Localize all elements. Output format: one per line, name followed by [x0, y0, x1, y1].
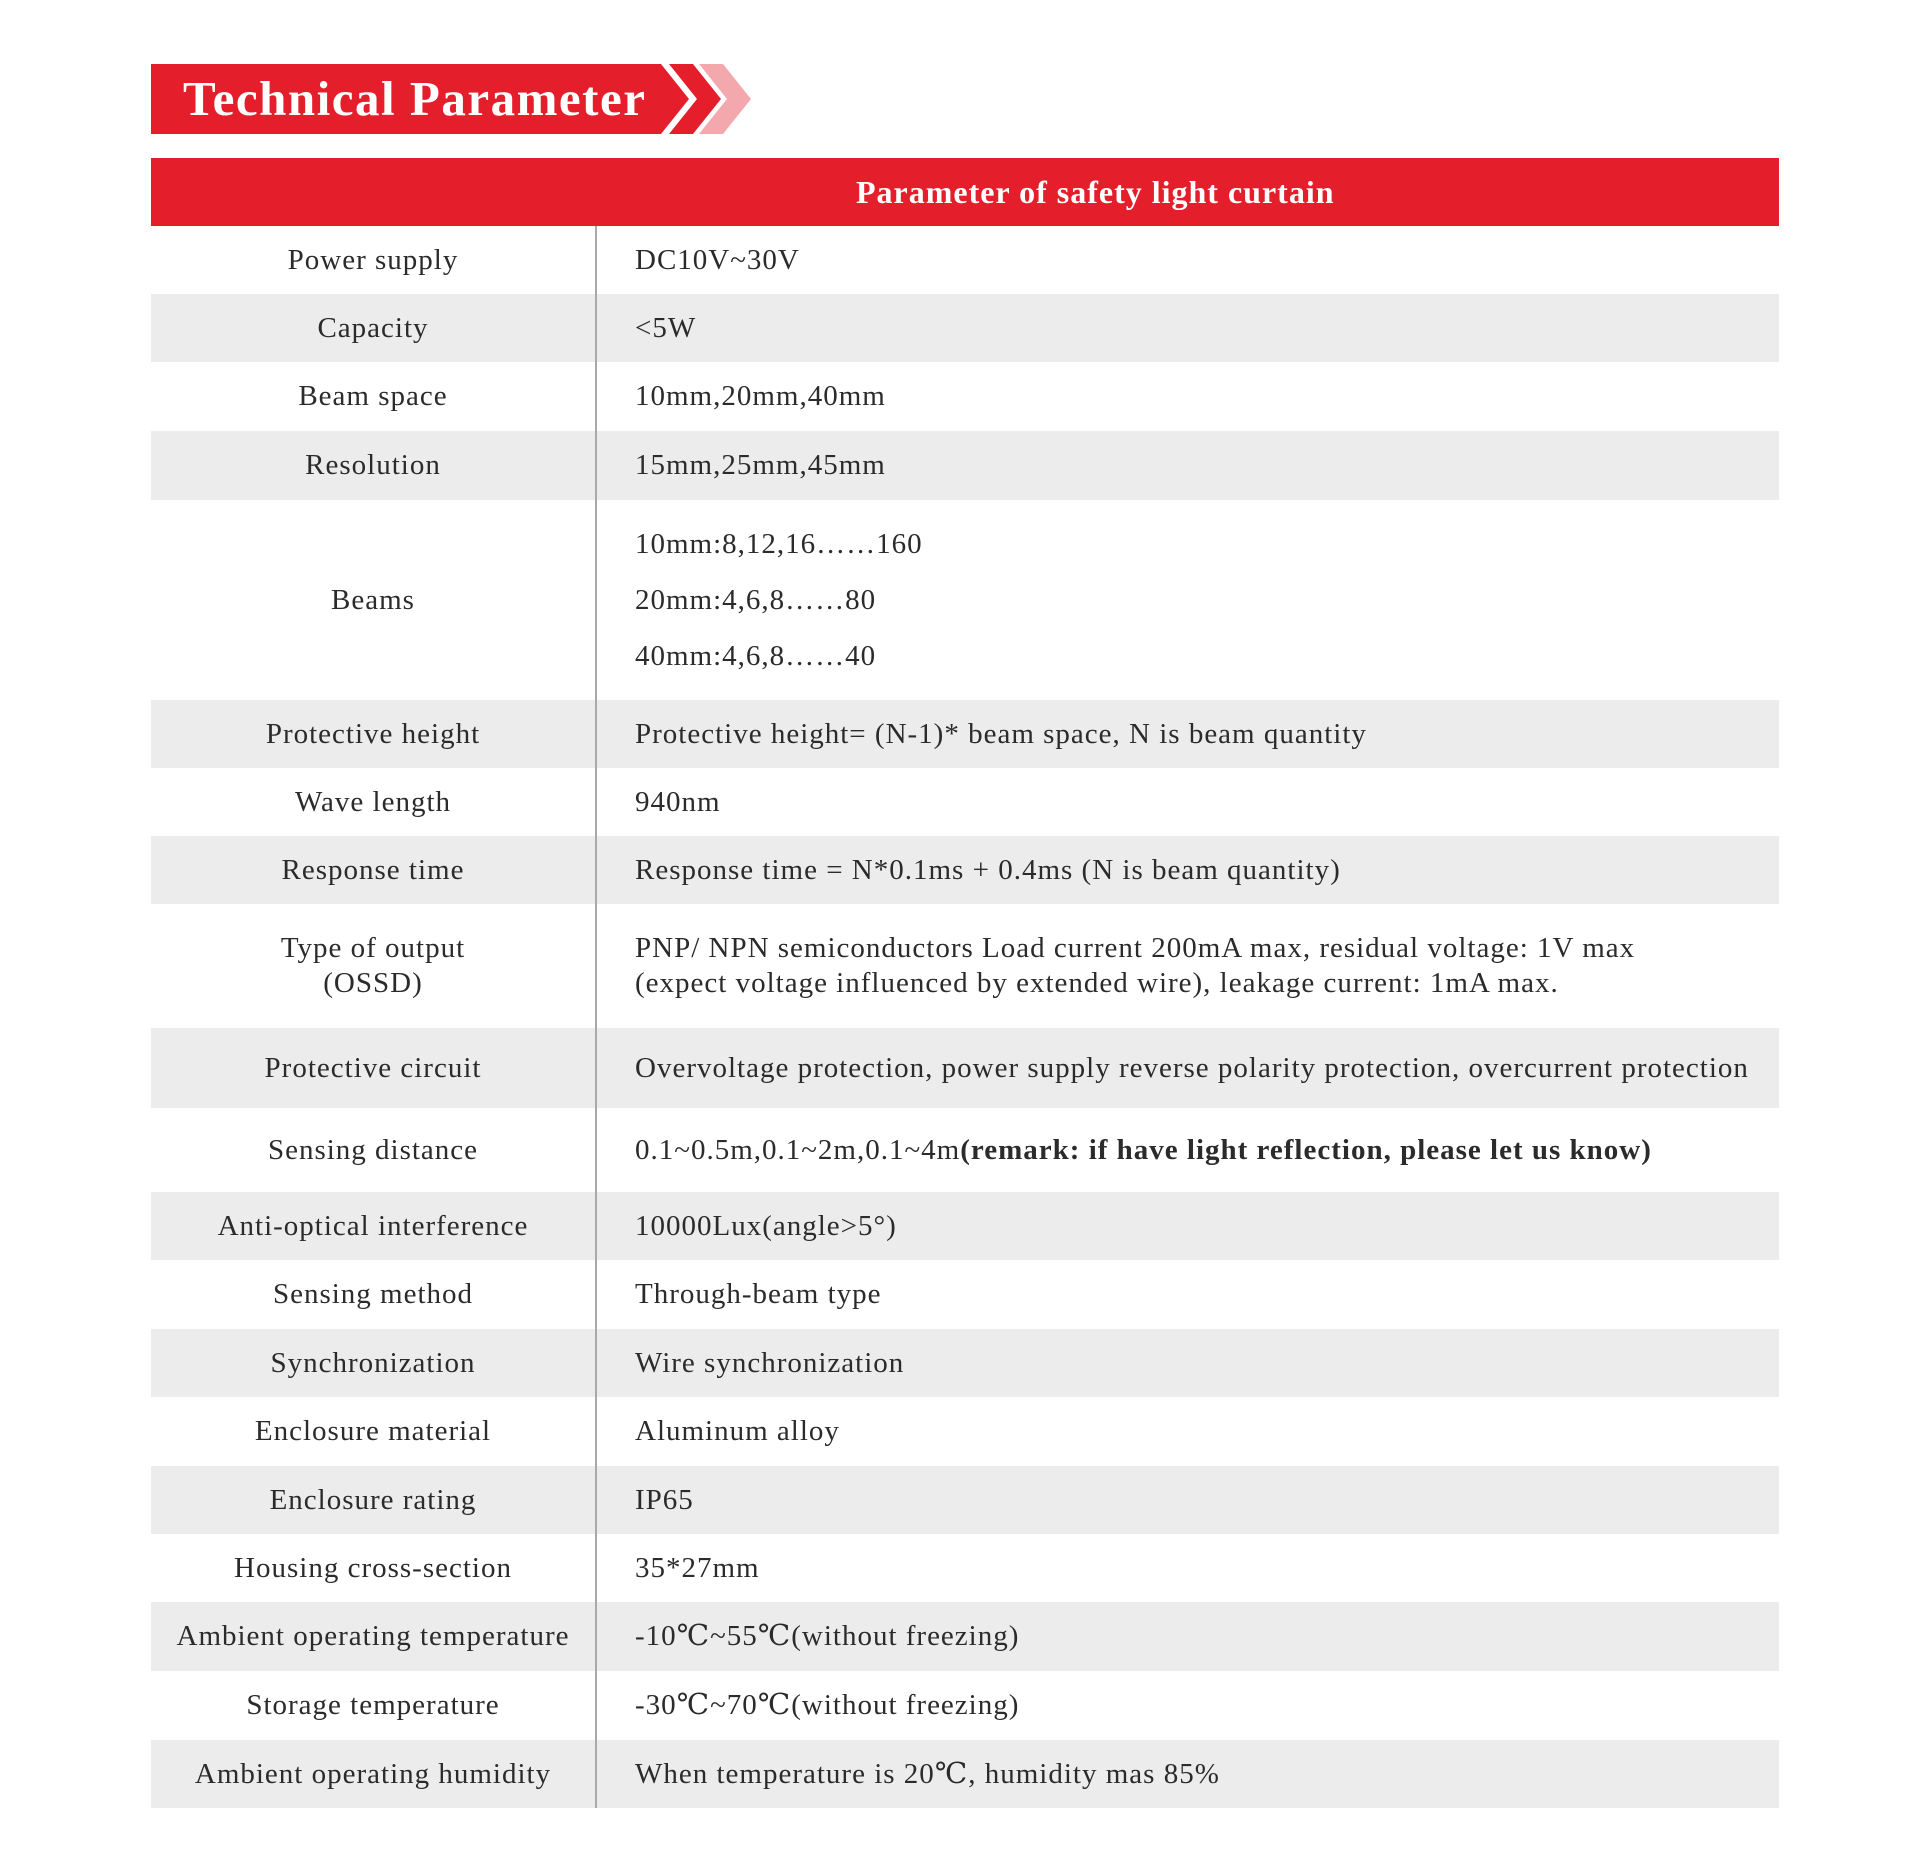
row-label: Protective height	[151, 700, 597, 768]
row-value	[597, 1397, 1779, 1466]
row-value	[597, 1602, 1779, 1671]
row-label: Housing cross-section	[151, 1534, 597, 1602]
row-value	[597, 1028, 1779, 1108]
row-value-text: 40mm:4,6,8……40	[635, 640, 877, 672]
table-row	[151, 700, 1779, 768]
table-row	[151, 1260, 1779, 1329]
row-label: Protective circuit	[151, 1028, 597, 1108]
row-value	[597, 836, 1779, 904]
row-value-text: Wire synchronization	[635, 1346, 905, 1379]
row-label: Sensing method	[151, 1260, 597, 1329]
row-value	[597, 1740, 1779, 1808]
row-value	[597, 1108, 1779, 1192]
row-label: Type of output (OSSD)	[151, 904, 597, 1028]
row-value	[597, 294, 1779, 362]
table-row	[151, 1192, 1779, 1260]
row-value-text: Protective height= (N-1)* beam space, N is beam quantity	[635, 717, 1367, 750]
table-row	[151, 1028, 1779, 1108]
table-row	[151, 836, 1779, 904]
row-value	[597, 700, 1779, 768]
row-label: Sensing distance	[151, 1108, 597, 1192]
row-value-text: 940nm	[635, 785, 721, 818]
parameter-table	[151, 158, 1779, 1808]
row-value	[597, 1260, 1779, 1329]
table-row	[151, 500, 1779, 700]
row-value-text: 20mm:4,6,8……80	[635, 584, 877, 616]
table-row	[151, 1602, 1779, 1671]
row-value	[597, 1466, 1779, 1534]
row-value-text: PNP/ NPN semiconductors Load current 200mA max, residual voltage: 1V max	[635, 932, 1636, 964]
table-row	[151, 294, 1779, 362]
row-value-text: 10mm,20mm,40mm	[635, 380, 886, 412]
row-label: Ambient operating temperature	[151, 1602, 597, 1671]
row-label: Power supply	[151, 226, 597, 294]
sensing-distance-remark: (remark: if have light reflection, please let us know)	[960, 1133, 1652, 1166]
row-value-text: Overvoltage protection, power supply reverse polarity protection, overcurrent protection	[635, 1051, 1749, 1084]
table-row	[151, 1329, 1779, 1397]
row-label: Beam space	[151, 362, 597, 431]
row-value	[597, 1671, 1779, 1740]
table-row	[151, 904, 1779, 1028]
row-value-text: Through-beam type	[635, 1278, 882, 1310]
table-row	[151, 768, 1779, 836]
row-label: Wave length	[151, 768, 597, 836]
row-value	[597, 362, 1779, 431]
row-value-text: Response time = N*0.1ms + 0.4ms (N is beam quantity)	[635, 853, 1341, 886]
page-title: Technical Parameter	[183, 71, 647, 126]
row-value-text: 10000Lux(angle>5°)	[635, 1209, 897, 1242]
row-value	[597, 431, 1779, 500]
table-row	[151, 431, 1779, 500]
row-label: Response time	[151, 836, 597, 904]
row-value-text: Aluminum alloy	[635, 1415, 840, 1447]
row-value	[597, 768, 1779, 836]
row-value-text: 35*27mm	[635, 1551, 760, 1584]
row-value	[597, 226, 1779, 294]
row-label: Anti-optical interference	[151, 1192, 597, 1260]
row-value-text: (expect voltage influenced by extended wire), leakage current: 1mA max.	[635, 967, 1559, 999]
row-label: Resolution	[151, 431, 597, 500]
table-row	[151, 1108, 1779, 1192]
row-value-text: DC10V~30V	[635, 243, 800, 276]
row-value	[597, 904, 1779, 1028]
section-title-banner	[151, 64, 751, 134]
row-label: Beams	[151, 500, 597, 700]
row-label: Enclosure material	[151, 1397, 597, 1466]
row-value-text	[635, 1133, 1769, 1168]
row-label: Synchronization	[151, 1329, 597, 1397]
row-value	[597, 1329, 1779, 1397]
row-value-text: <5W	[635, 311, 697, 344]
sensing-distance-values: 0.1~0.5m,0.1~2m,0.1~4m	[635, 1133, 961, 1166]
row-value	[597, 500, 1779, 700]
row-value-text: 10mm:8,12,16……160	[635, 528, 923, 560]
row-value-text: When temperature is 20℃, humidity mas 85%	[635, 1757, 1220, 1790]
table-row	[151, 226, 1779, 294]
row-label: Capacity	[151, 294, 597, 362]
row-label: Storage temperature	[151, 1671, 597, 1740]
table-row	[151, 1466, 1779, 1534]
row-label: Enclosure rating	[151, 1466, 597, 1534]
table-row	[151, 1534, 1779, 1602]
table-row	[151, 1397, 1779, 1466]
row-value-text: 15mm,25mm,45mm	[635, 449, 886, 481]
row-label: Ambient operating humidity	[151, 1740, 597, 1808]
table-row	[151, 1740, 1779, 1808]
table-header: Parameter of safety light curtain	[151, 158, 1779, 226]
row-value-text: -30℃~70℃(without freezing)	[635, 1689, 1020, 1721]
row-value-text: IP65	[635, 1483, 694, 1516]
table-row	[151, 1671, 1779, 1740]
row-value-text: -10℃~55℃(without freezing)	[635, 1620, 1020, 1652]
row-value	[597, 1534, 1779, 1602]
table-row	[151, 362, 1779, 431]
row-value	[597, 1192, 1779, 1260]
